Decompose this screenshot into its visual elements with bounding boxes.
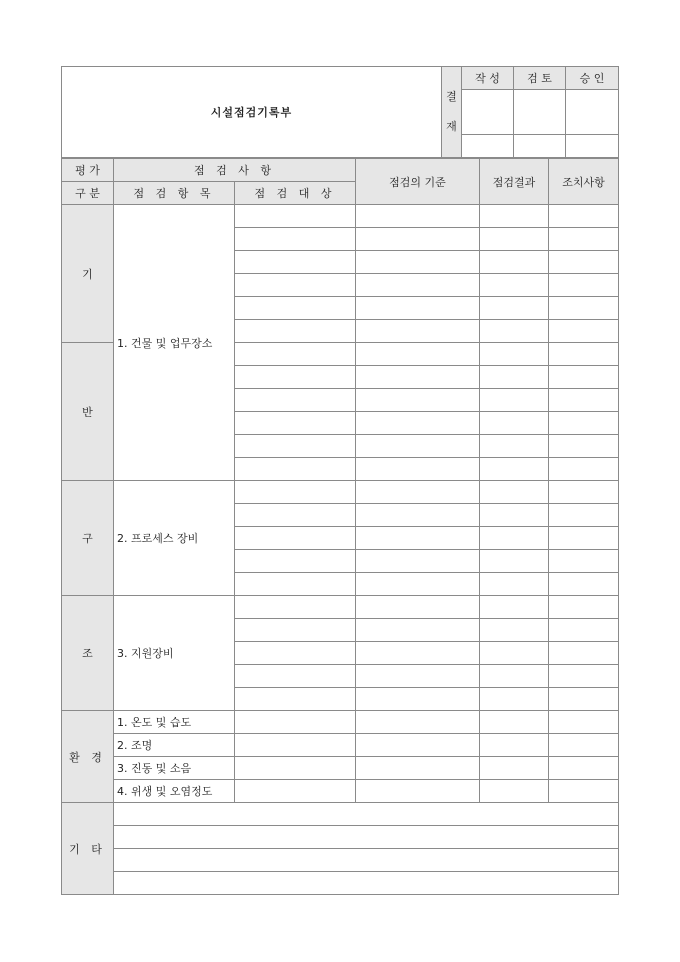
cell-action[interactable]	[549, 320, 619, 343]
cell-standard[interactable]	[356, 251, 480, 274]
etc-note-line[interactable]	[114, 849, 619, 872]
cell-result[interactable]	[480, 734, 549, 757]
approval-sign-write[interactable]	[462, 90, 514, 135]
cell-standard[interactable]	[356, 665, 480, 688]
cell-standard[interactable]	[356, 366, 480, 389]
cell-action[interactable]	[549, 366, 619, 389]
cell-standard[interactable]	[356, 780, 480, 803]
form-title: 시설점검기록부	[62, 67, 442, 158]
cell-standard[interactable]	[356, 458, 480, 481]
cell-action[interactable]	[549, 274, 619, 297]
header-standard: 점검의 기준	[356, 159, 480, 205]
cell-target[interactable]	[235, 320, 356, 343]
cell-target[interactable]	[235, 297, 356, 320]
cell-result[interactable]	[480, 619, 549, 642]
cell-target[interactable]	[235, 757, 356, 780]
cell-target[interactable]	[235, 412, 356, 435]
cell-standard[interactable]	[356, 297, 480, 320]
cell-result[interactable]	[480, 320, 549, 343]
header-check-target: 점 검 대 상	[235, 182, 356, 205]
cell-action[interactable]	[549, 688, 619, 711]
approval-col-review: 검 토	[514, 67, 566, 90]
cell-standard[interactable]	[356, 757, 480, 780]
item-temp: 1. 온도 및 습도	[114, 711, 235, 734]
cell-result[interactable]	[480, 780, 549, 803]
cell-target[interactable]	[235, 734, 356, 757]
cell-action[interactable]	[549, 228, 619, 251]
approval-sign-approve[interactable]	[566, 90, 619, 135]
cell-result[interactable]	[480, 757, 549, 780]
cell-standard[interactable]	[356, 573, 480, 596]
cell-result[interactable]	[480, 274, 549, 297]
cell-result[interactable]	[480, 251, 549, 274]
cell-action[interactable]	[549, 596, 619, 619]
cell-target[interactable]	[235, 642, 356, 665]
cell-standard[interactable]	[356, 642, 480, 665]
cell-target[interactable]	[235, 343, 356, 366]
approval-col-write: 작 성	[462, 67, 514, 90]
cell-result[interactable]	[480, 481, 549, 504]
cell-standard[interactable]	[356, 688, 480, 711]
section-label-basic-1: 기	[62, 205, 114, 343]
etc-note-line[interactable]	[114, 872, 619, 895]
cell-target[interactable]	[235, 274, 356, 297]
cell-target[interactable]	[235, 665, 356, 688]
cell-action[interactable]	[549, 297, 619, 320]
cell-action[interactable]	[549, 550, 619, 573]
cell-standard[interactable]	[356, 596, 480, 619]
cell-standard[interactable]	[356, 711, 480, 734]
item-process: 2. 프로세스 장비	[114, 481, 235, 596]
item-light: 2. 조명	[114, 734, 235, 757]
cell-action[interactable]	[549, 458, 619, 481]
cell-standard[interactable]	[356, 205, 480, 228]
cell-action[interactable]	[549, 481, 619, 504]
etc-note-line[interactable]	[114, 803, 619, 826]
item-building: 1. 건물 및 업무장소	[114, 205, 235, 481]
cell-action[interactable]	[549, 412, 619, 435]
cell-target[interactable]	[235, 481, 356, 504]
cell-result[interactable]	[480, 642, 549, 665]
cell-standard[interactable]	[356, 619, 480, 642]
section-label-struct-2: 조	[62, 596, 114, 711]
cell-target[interactable]	[235, 205, 356, 228]
cell-target[interactable]	[235, 688, 356, 711]
approval-date-write[interactable]	[462, 135, 514, 158]
cell-action[interactable]	[549, 711, 619, 734]
cell-result[interactable]	[480, 205, 549, 228]
cell-action[interactable]	[549, 573, 619, 596]
cell-result[interactable]	[480, 435, 549, 458]
cell-result[interactable]	[480, 389, 549, 412]
cell-action[interactable]	[549, 504, 619, 527]
item-vibration: 3. 진동 및 소음	[114, 757, 235, 780]
cell-action[interactable]	[549, 343, 619, 366]
cell-target[interactable]	[235, 458, 356, 481]
cell-target[interactable]	[235, 435, 356, 458]
cell-action[interactable]	[549, 389, 619, 412]
cell-action[interactable]	[549, 665, 619, 688]
inspection-table	[61, 158, 619, 895]
cell-target[interactable]	[235, 389, 356, 412]
cell-target[interactable]	[235, 527, 356, 550]
cell-action[interactable]	[549, 642, 619, 665]
cell-action[interactable]	[549, 435, 619, 458]
cell-target[interactable]	[235, 504, 356, 527]
cell-result[interactable]	[480, 711, 549, 734]
cell-standard[interactable]	[356, 527, 480, 550]
cell-action[interactable]	[549, 527, 619, 550]
cell-target[interactable]	[235, 366, 356, 389]
cell-result[interactable]	[480, 412, 549, 435]
cell-result[interactable]	[480, 665, 549, 688]
cell-standard[interactable]	[356, 550, 480, 573]
cell-result[interactable]	[480, 550, 549, 573]
cell-standard[interactable]	[356, 734, 480, 757]
cell-standard[interactable]	[356, 320, 480, 343]
form-header	[61, 66, 619, 158]
cell-standard[interactable]	[356, 228, 480, 251]
cell-standard[interactable]	[356, 274, 480, 297]
cell-result[interactable]	[480, 504, 549, 527]
header-action: 조치사항	[549, 159, 619, 205]
cell-action[interactable]	[549, 757, 619, 780]
header-result: 점검결과	[480, 159, 549, 205]
cell-action[interactable]	[549, 780, 619, 803]
cell-result[interactable]	[480, 366, 549, 389]
cell-standard[interactable]	[356, 412, 480, 435]
cell-target[interactable]	[235, 619, 356, 642]
header-category: 구 분	[62, 182, 114, 205]
section-label-basic-2: 반	[62, 343, 114, 481]
approval-label-bottom: 재	[446, 120, 457, 133]
item-hygiene: 4. 위생 및 오염정도	[114, 780, 235, 803]
cell-target[interactable]	[235, 228, 356, 251]
cell-standard[interactable]	[356, 389, 480, 412]
section-label-env: 환 경	[62, 711, 114, 803]
approval-sign-review[interactable]	[514, 90, 566, 135]
approval-date-review[interactable]	[514, 135, 566, 158]
cell-standard[interactable]	[356, 504, 480, 527]
cell-result[interactable]	[480, 228, 549, 251]
cell-target[interactable]	[235, 251, 356, 274]
section-label-struct-1: 구	[62, 481, 114, 596]
approval-col-approve: 승 인	[566, 67, 619, 90]
cell-standard[interactable]	[356, 435, 480, 458]
cell-result[interactable]	[480, 527, 549, 550]
cell-result[interactable]	[480, 297, 549, 320]
cell-target[interactable]	[235, 573, 356, 596]
cell-target[interactable]	[235, 780, 356, 803]
cell-target[interactable]	[235, 711, 356, 734]
cell-standard[interactable]	[356, 343, 480, 366]
cell-action[interactable]	[549, 734, 619, 757]
approval-label	[442, 67, 462, 158]
cell-result[interactable]	[480, 573, 549, 596]
cell-action[interactable]	[549, 619, 619, 642]
header-check-item: 점 검 항 목	[114, 182, 235, 205]
cell-action[interactable]	[549, 251, 619, 274]
section-label-etc: 기 타	[62, 803, 114, 895]
cell-action[interactable]	[549, 205, 619, 228]
cell-result[interactable]	[480, 688, 549, 711]
cell-result[interactable]	[480, 458, 549, 481]
approval-label-top: 결	[446, 90, 457, 103]
header-check-items: 점 검 사 항	[114, 159, 356, 182]
approval-date-approve[interactable]	[566, 135, 619, 158]
cell-target[interactable]	[235, 596, 356, 619]
header-eval: 평 가	[62, 159, 114, 182]
cell-target[interactable]	[235, 550, 356, 573]
item-support: 3. 지원장비	[114, 596, 235, 711]
cell-standard[interactable]	[356, 481, 480, 504]
cell-result[interactable]	[480, 596, 549, 619]
cell-result[interactable]	[480, 343, 549, 366]
etc-note-line[interactable]	[114, 826, 619, 849]
